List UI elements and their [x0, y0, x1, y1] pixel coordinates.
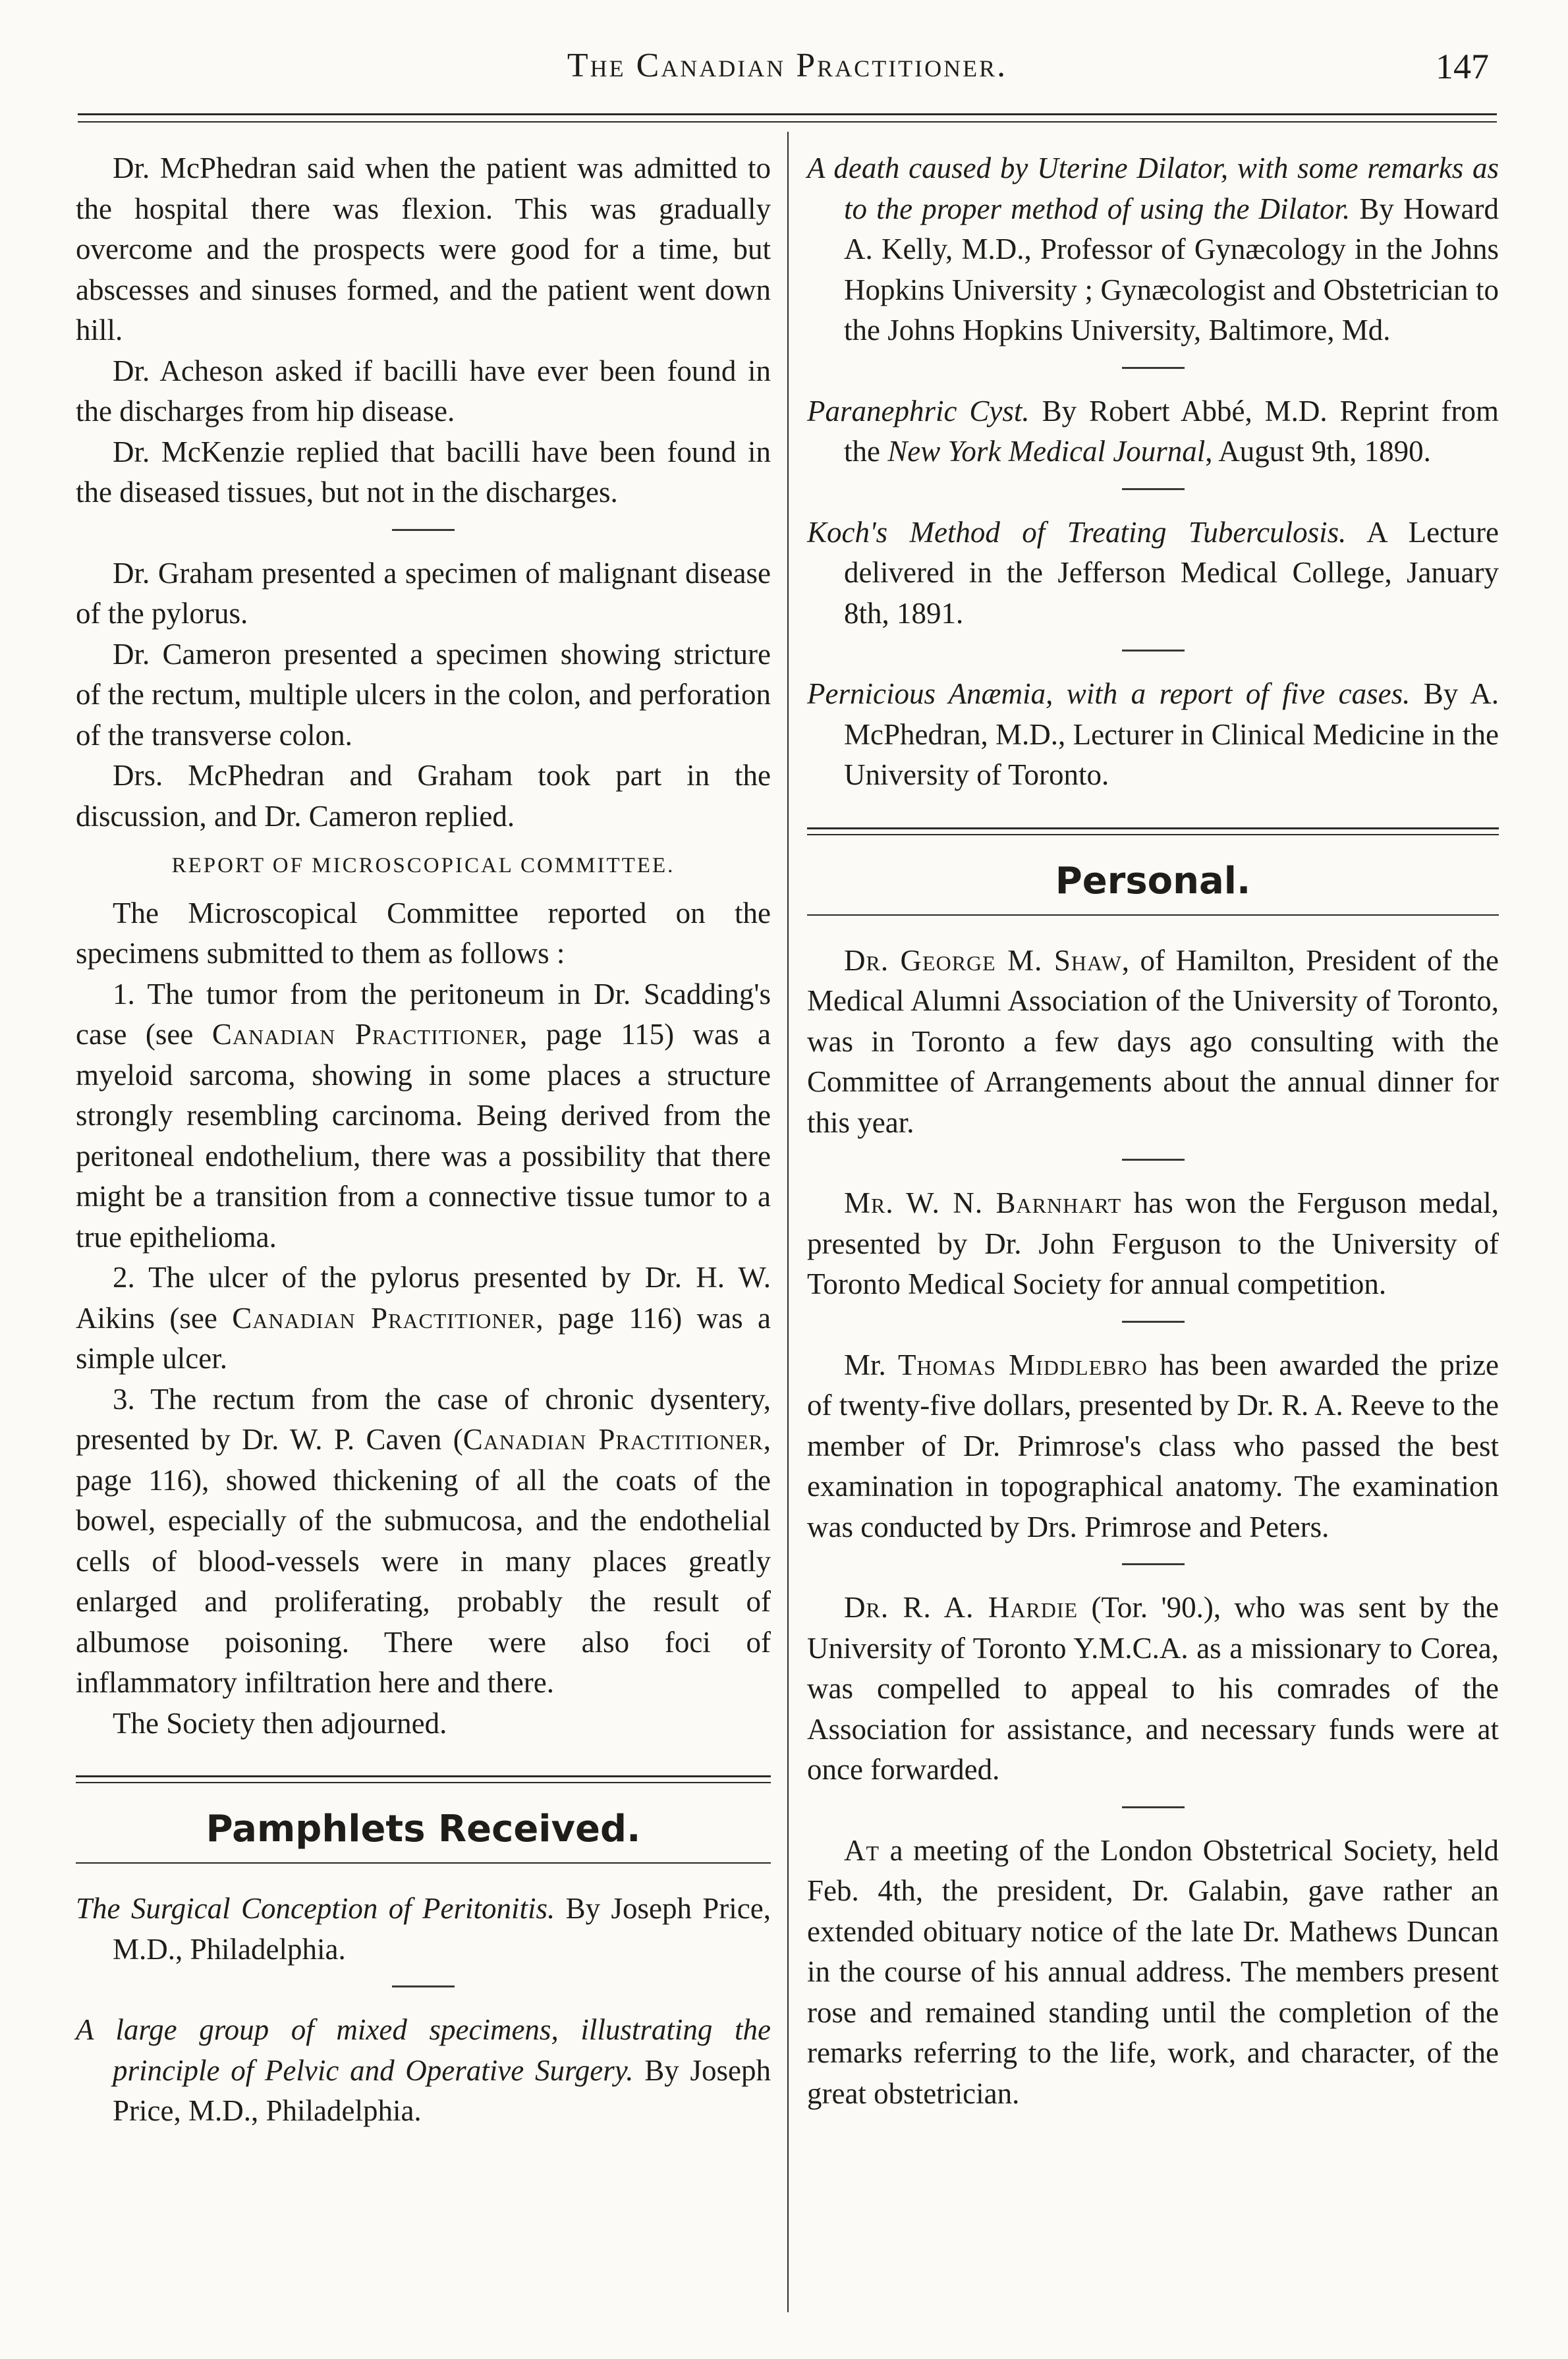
- entry-separator: [1122, 1563, 1185, 1565]
- header-rule: [78, 113, 1497, 115]
- paragraph: Dr. Cameron presented a specimen showing stricture of the rectum, multiple ulcers in the colon, and perforation of the transverse colon.: [76, 637, 771, 752]
- page-header: [79, 46, 1496, 99]
- report-item: 2. The ulcer of the pylorus presented by Dr. H. W. Aikins (see Canadian Practitioner, page 116) was a simple ulcer.: [76, 1261, 771, 1375]
- personal-item: Dr. George M. Shaw, of Hamilton, President of the Medical Alumni Association of the University of Toronto, was in Toronto a few days ago consulting with the Committee of Arrangements about the annual dinner for this year.: [807, 943, 1499, 1139]
- column-divider: [787, 132, 789, 2312]
- section-double-rule: [807, 827, 1499, 835]
- paragraph: Dr. McPhedran said when the patient was admitted to the hospital there was flexion. This was gradually overcome and the prospects were good for a time, but abscesses and sinuses formed, and the patient went down hill.: [76, 152, 771, 347]
- heading-rule: [76, 1862, 771, 1864]
- section-separator: [392, 529, 455, 531]
- right-column: [807, 148, 1499, 2114]
- entry-separator: [1122, 1159, 1185, 1161]
- paragraph: Drs. McPhedran and Graham took part in the discussion, and Dr. Cameron replied.: [76, 759, 771, 833]
- person-name: Dr. George M. Shaw: [844, 943, 1122, 977]
- entry-separator: [1122, 1321, 1185, 1323]
- pamphlet-entry: Paranephric Cyst. By Robert Abbé, M.D. Reprint from the New York Medical Journal, August 9th, 1890.: [807, 394, 1499, 468]
- personal-item: Mr. Thomas Middlebro has been awarded the prize of twenty-five dollars, presented by Dr. R. A. Reeve to the member of Dr. Primrose's class who passed the best examination in topographical anatomy. The examination was conducted by Drs. Primrose and Peters.: [807, 1348, 1499, 1543]
- running-title: The Canadian Practitioner.: [567, 47, 1008, 84]
- pamphlet-entry: A large group of mixed specimens, illustrating the principle of Pelvic and Operative Surgery. By Joseph Price, M.D., Philadelphia.: [76, 2013, 771, 2127]
- paragraph: Dr. McKenzie replied that bacilli have been found in the diseased tissues, but not in the discharges.: [76, 435, 771, 509]
- person-name: Dr. R. A. Hardie: [844, 1591, 1078, 1624]
- journal-name: Canadian Practitioner: [462, 1423, 764, 1456]
- journal-name: Canadian Practitioner: [232, 1301, 536, 1335]
- personal-item: At a meeting of the London Obstetrical Society, held Feb. 4th, the president, Dr. Galabin, gave rather an extended obituary notice of the late Dr. Mathews Duncan in the course of his annual address. The members present rose and remained standing until the completion of the remarks referring to the life, work, and character, of the great obstetrician.: [807, 1833, 1499, 2110]
- pamphlets-heading: Pamphlets Received.: [206, 1808, 641, 1850]
- paragraph: Dr. Acheson asked if bacilli have ever been found in the discharges from hip disease.: [76, 354, 771, 428]
- report-subheading: REPORT OF MICROSCOPICAL COMMITTEE.: [171, 854, 675, 877]
- journal-name: Canadian Practitioner: [211, 1018, 520, 1051]
- pamphlet-entry: A death caused by Uterine Dilator, with some remarks as to the proper method of using the Dilator. By Howard A. Kelly, M.D., Professor of Gynæcology in the Johns Hopkins University ; Gynæcologist and Obstetrician to the Johns Hopkins University, Baltimore, Md.: [807, 152, 1499, 347]
- report-item: 1. The tumor from the peritoneum in Dr. Scadding's case (see Canadian Practitioner, page 115) was a myeloid sarcoma, showing in some places a structure strongly resembling carcinoma. Being derived from the peritoneal endothelium, there was a possibility that there might be a transition from a connective tissue tumor to a true epithelioma.: [76, 977, 771, 1254]
- heading-rule: [807, 914, 1499, 916]
- paragraph: The Microscopical Committee reported on the specimens submitted to them as follows :: [76, 896, 771, 970]
- page-number: 147: [1436, 47, 1489, 86]
- header-rule: [78, 121, 1497, 123]
- personal-item: Dr. R. A. Hardie (Tor. '90.), who was sent by the University of Toronto Y.M.C.A. as a missionary to Corea, was compelled to appeal to his comrades of the Association for assistance, and necessary funds were at once forwarded.: [807, 1591, 1499, 1786]
- paragraph: Dr. Graham presented a specimen of malignant disease of the pylorus.: [76, 556, 771, 630]
- entry-separator: [1122, 367, 1185, 369]
- left-column: [76, 148, 771, 2132]
- pamphlet-entry: Koch's Method of Treating Tuberculosis. A Lecture delivered in the Jefferson Medical College, January 8th, 1891.: [807, 515, 1499, 630]
- entry-separator: [1122, 1806, 1185, 1808]
- personal-item: Mr. W. N. Barnhart has won the Ferguson medal, presented by Dr. John Ferguson to the University of Toronto Medical Society for annual competition.: [807, 1186, 1499, 1300]
- entry-separator: [1122, 488, 1185, 490]
- lead-word: At: [844, 1833, 880, 1867]
- person-name: Thomas Middlebro: [897, 1348, 1148, 1381]
- report-item: 3. The rectum from the case of chronic dysentery, presented by Dr. W. P. Caven (Canadian Practitioner, page 116), showed thickening of all the coats of the bowel, especially of the submucosa, and the endothelial cells of blood-vessels were in many places greatly enlarged and proliferating, probably the result of albumose poisoning. There were also foci of inflammatory infiltration here and there.: [76, 1382, 771, 1699]
- personal-heading: Personal.: [1055, 859, 1251, 902]
- entry-separator: [1122, 650, 1185, 652]
- person-name: Mr. W. N. Barnhart: [844, 1186, 1122, 1219]
- pamphlet-entry: Pernicious Anæmia, with a report of five cases. By A. McPhedran, M.D., Lecturer in Clinical Medicine in the University of Toronto.: [807, 677, 1499, 791]
- section-double-rule: [76, 1775, 771, 1783]
- pamphlet-entry: The Surgical Conception of Peritonitis. By Joseph Price, M.D., Philadelphia.: [76, 1892, 771, 1966]
- entry-separator: [392, 1985, 455, 1987]
- paragraph: The Society then adjourned.: [113, 1706, 447, 1740]
